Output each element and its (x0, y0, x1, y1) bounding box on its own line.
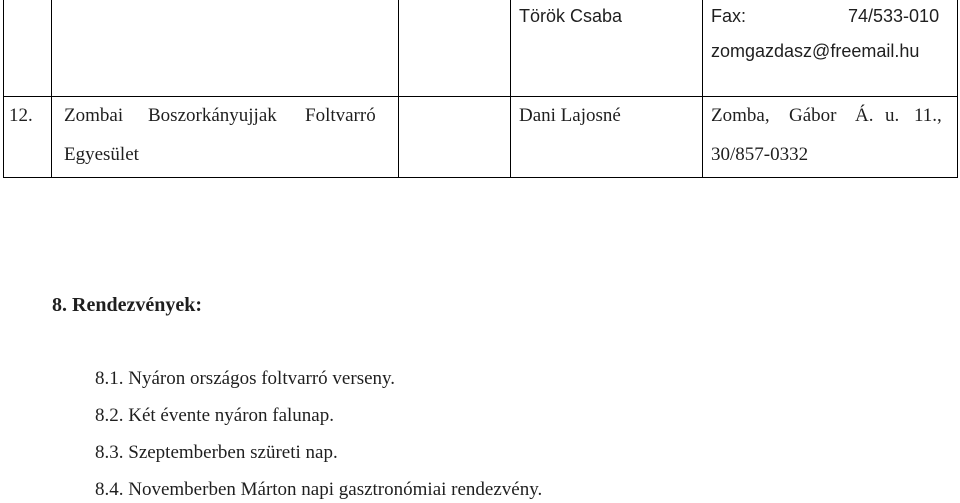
address-word: u. (885, 105, 900, 126)
org-name-line2: Egyesület (64, 144, 139, 165)
table-border-left (3, 0, 4, 178)
table-border-bottom (3, 177, 958, 178)
address-word: Á. (855, 105, 874, 126)
address-word: 11., (914, 105, 942, 126)
list-item: 8.1. Nyáron országos foltvarró verseny. (95, 368, 396, 389)
list-item: 8.2. Két évente nyáron falunap. (95, 405, 334, 426)
table-border-col1 (51, 0, 52, 178)
section-heading: 8. Rendezvények: (52, 294, 202, 316)
table-border-right (957, 0, 958, 178)
fax-number: 74/533-010 (848, 6, 940, 26)
org-name-word: Foltvarró (305, 105, 376, 126)
org-name-word: Boszorkányujjak (148, 105, 277, 126)
org-name-word: Zombai (64, 105, 124, 126)
row-number: 12. (9, 105, 33, 126)
contact-name: Dani Lajosné (519, 105, 621, 126)
table-border-col4 (702, 0, 703, 178)
list-item: 8.4. Novemberben Márton napi gasztronómiai rendezvény. (95, 479, 543, 500)
fax-label: Fax: (711, 6, 747, 26)
email-address: zomgazdasz@freemail.hu (711, 41, 920, 61)
table-border-col2 (398, 0, 399, 178)
table-border-col3 (510, 0, 511, 178)
list-item: 8.3. Szeptemberben szüreti nap. (95, 442, 338, 463)
contact-name: Török Csaba (519, 6, 623, 26)
address-word: Gábor (789, 105, 837, 126)
phone-number: 30/857-0332 (711, 144, 809, 165)
address-word: Zomba, (711, 105, 770, 126)
table-row-divider (3, 96, 958, 97)
